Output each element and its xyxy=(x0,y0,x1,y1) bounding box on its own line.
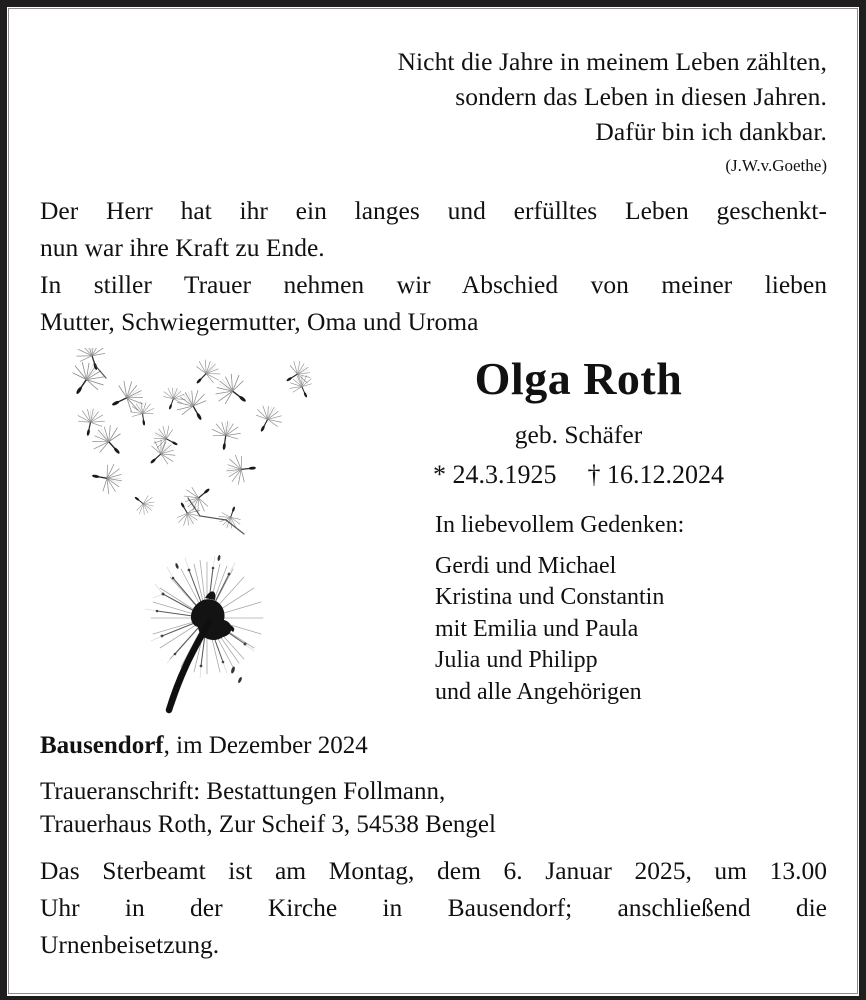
mourner-5: und alle Angehörigen xyxy=(435,678,642,705)
place-town: Bausendorf xyxy=(40,732,164,759)
service-line-3: Urnenbeisetzung. xyxy=(40,930,220,959)
death-symbol: † xyxy=(587,460,601,489)
deceased-life-dates xyxy=(330,458,827,492)
intro-p1-line-2: nun war ihre Kraft zu Ende. xyxy=(40,233,325,262)
mourner-3: mit Emilia und Paula xyxy=(435,615,639,642)
place-date: , im Dezember 2024 xyxy=(163,732,368,759)
memoriam-lead: In liebevollem Gedenken: xyxy=(435,512,685,538)
condolence-address xyxy=(40,775,827,841)
mourner-1: Gerdi und Michael xyxy=(435,552,617,579)
memorial-quote xyxy=(40,44,827,149)
service-details xyxy=(40,852,827,963)
mourner-2: Kristina und Constantin xyxy=(435,584,665,610)
birth-date: 24.3.1925 xyxy=(452,460,557,489)
intro-paragraph-1 xyxy=(40,192,827,266)
death-date: 16.12.2024 xyxy=(607,460,724,489)
place-and-date xyxy=(40,729,368,763)
memoriam-block xyxy=(435,510,827,708)
address-line-1: Traueranschrift: Bestattungen Follmann, xyxy=(40,778,446,805)
quote-attribution: (J.W.v.Goethe) xyxy=(725,156,827,175)
deceased-name: Olga Roth xyxy=(474,353,683,404)
quote-line-1: Nicht die Jahre in meinem Leben zählten, xyxy=(397,47,827,76)
intro-p2-line-2: Mutter, Schwiegermutter, Oma und Uroma xyxy=(40,307,479,336)
intro-p2-line-1: In stiller Trauer nehmen wir Abschied von meiner lieben xyxy=(40,270,827,299)
service-line-2: Uhr in der Kirche in Bausendorf; anschließend die xyxy=(40,893,827,922)
deceased-maiden-name: geb. Schäfer xyxy=(514,420,643,449)
intro-p1-line-1: Der Herr hat ihr ein langes und erfülltes Leben geschenkt- xyxy=(40,196,827,225)
quote-line-2: sondern das Leben in diesen Jahren. xyxy=(455,82,827,111)
notice-content xyxy=(40,0,827,1000)
service-line-1: Das Sterbeamt ist am Montag, dem 6. Januar 2025, um 13.00 xyxy=(40,856,827,885)
address-line-2: Trauerhaus Roth, Zur Scheif 3, 54538 Bengel xyxy=(40,811,496,838)
birth-symbol: * xyxy=(433,460,446,489)
deceased-block xyxy=(330,352,827,492)
quote-line-3: Dafür bin ich dankbar. xyxy=(595,117,827,146)
intro-paragraph-2 xyxy=(40,266,827,340)
mourner-4: Julia und Philipp xyxy=(435,647,598,673)
